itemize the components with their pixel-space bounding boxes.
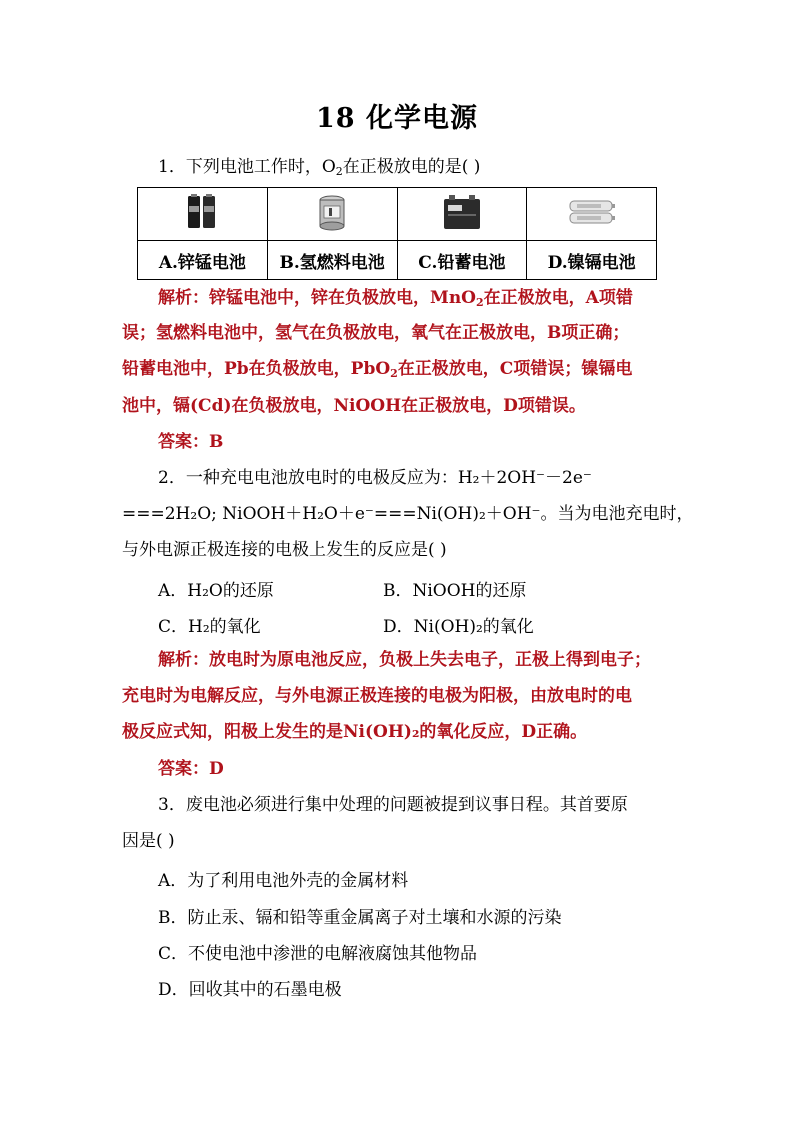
q3-stem-line-2: 因是( )	[122, 831, 175, 851]
q1-answer: 答案：B	[158, 432, 224, 452]
zinc-manganese-battery-icon	[182, 192, 222, 232]
battery-label-a: A.锌锰电池	[138, 241, 268, 280]
q3-option-b: B．防止汞、镉和铅等重金属离子对土壤和水源的污染	[158, 908, 562, 928]
q2-analysis-line-3: 极反应式知，阳极上发生的是Ni(OH)₂的氧化反应，D正确。	[122, 722, 588, 742]
q1-stem: 1．下列电池工作时，$O_2$在正极放电的是( )	[158, 157, 481, 178]
q3-option-c: C．不使电池中渗泄的电解液腐蚀其他物品	[158, 944, 478, 964]
battery-image-cell	[138, 188, 268, 241]
battery-label-c: C.铅蓄电池	[397, 241, 527, 280]
nickel-cadmium-battery-icon	[567, 197, 617, 227]
q3-stem-line-1: 3．废电池必须进行集中处理的问题被提到议事日程。其首要原	[158, 795, 628, 815]
q2-stem-line-1: 2．一种充电电池放电时的电极反应为：H₂＋2OH⁻－2e⁻	[158, 468, 592, 488]
battery-label-d: D.镍镉电池	[527, 241, 657, 280]
lead-acid-battery-icon	[440, 192, 484, 232]
q2-stem-line-2: ===2H₂O; NiOOH＋H₂O＋e⁻===Ni(OH)₂＋OH⁻。当为电池充电时，	[122, 504, 694, 524]
q2-option-a: A．H₂O的还原	[158, 581, 274, 601]
battery-image-cell	[527, 188, 657, 241]
hydrogen-fuel-cell-icon	[312, 192, 352, 232]
battery-table	[137, 187, 657, 280]
q2-stem-line-3: 与外电源正极连接的电极上发生的反应是( )	[122, 540, 447, 560]
q2-answer: 答案：D	[158, 759, 224, 779]
q2-analysis-line-1: 解析：放电时为原电池反应，负极上失去电子，正极上得到电子；	[158, 650, 651, 670]
page-title: 18 化学电源	[316, 103, 478, 134]
q2-option-b: B．NiOOH的还原	[383, 581, 527, 601]
battery-image-cell	[397, 188, 527, 241]
battery-image-cell	[267, 188, 397, 241]
q1-analysis-line-4: 池中，镉(Cd)在负极放电，NiOOH在正极放电，D项错误。	[122, 396, 586, 416]
q1-analysis-line-2: 误；氢燃料电池中，氢气在负极放电，氧气在正极放电，B项正确；	[122, 323, 630, 343]
battery-label-b: B.氢燃料电池	[267, 241, 397, 280]
q2-analysis-line-2: 充电时为电解反应，与外电源正极连接的电极为阳极，由放电时的电	[122, 686, 632, 706]
q1-analysis-line-1: 解析：锌锰电池中，锌在负极放电，MnO$_2$在正极放电，A项错	[158, 288, 633, 309]
q3-option-d: D．回收其中的石墨电极	[158, 980, 342, 1000]
q1-analysis-line-3: 铅蓄电池中，Pb在负极放电，PbO$_2$在正极放电，C项错误；镍镉电	[122, 359, 633, 380]
q2-option-d: D．Ni(OH)₂的氧化	[383, 617, 534, 637]
q3-option-a: A．为了利用电池外壳的金属材料	[158, 871, 409, 891]
q2-option-c: C．H₂的氧化	[158, 617, 261, 637]
